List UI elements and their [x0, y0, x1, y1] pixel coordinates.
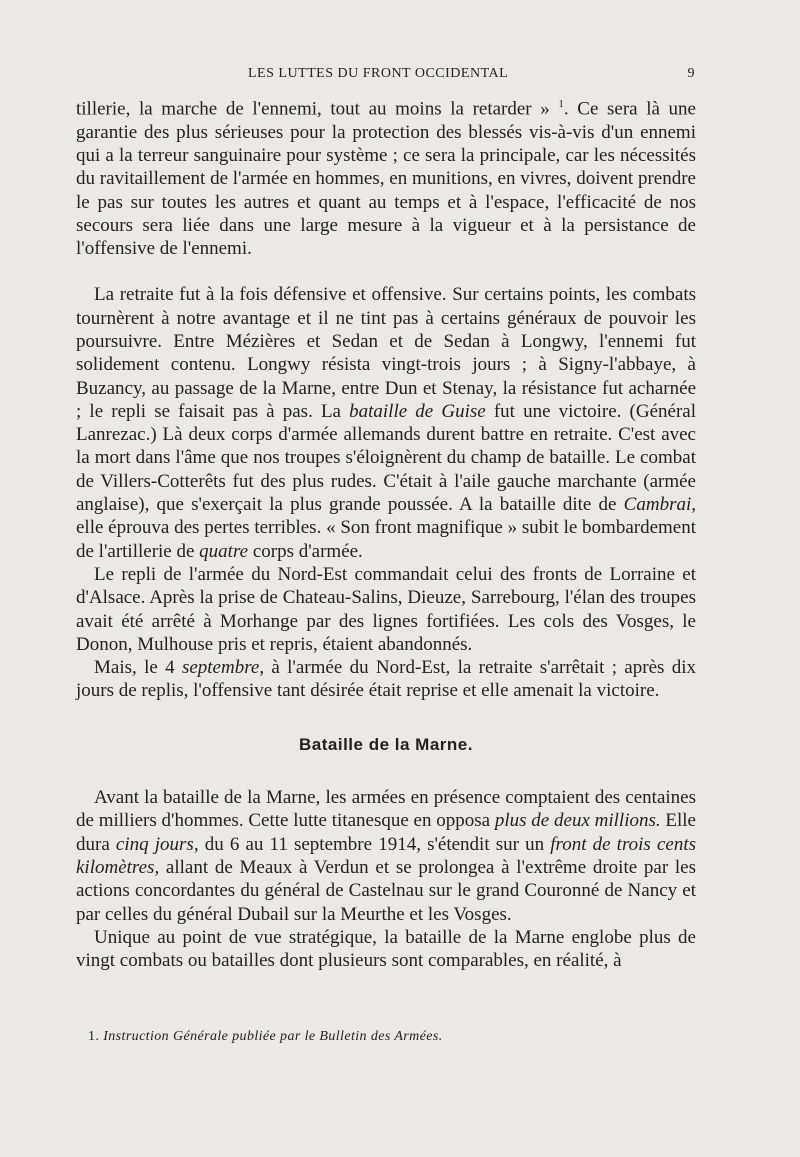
- text-run: corps d'armée.: [248, 540, 363, 562]
- italic-run: quatre: [199, 540, 249, 562]
- text-run: Avant la bataille de la Marne, les armées en présence comptaient des centaines de milliers d'hommes. Cette lutte titanesque en opposa: [76, 787, 696, 832]
- text-run: fut une victoire. (Général Lanrezac.) Là deux corps d'armée allemands durent battre en retraite. C'est avec la mort dans l'âme que nos troupes s'éloignèrent du champ de bataille. Le combat de Villers-Cotterêts fut des plus rudes. C'était à l'aile gauche marchante (armée anglaise), que s'exerçait la plus grande poussée. A la bataille dite de: [76, 400, 697, 516]
- text-run: elle éprouva des pertes terribles. « Son front magnifique » subit le bombardement de l'artillerie de: [76, 517, 696, 562]
- text-run: allant de Meaux à Verdun et se prolongea à l'extrême droite par les actions concordantes du général de Castelnau sur le grand Couronné de Nancy et par celles du général Dubail sur la Meurthe et les Vosges.: [76, 856, 696, 925]
- paragraph-3: Le repli de l'armée du Nord-Est commandait celui des fronts de Lorraine et d'Alsace. Après la prise de Chateau-Salins, Dieuze, Sarrebourg, l'élan des troupes avait été arrêté à Morhange par des lignes fortifiées. Les cols des Vosges, le Donon, Mulhouse pris et repris, étaient abandonnés.: [76, 563, 696, 655]
- text-run: du 6 au 11 septembre 1914, s'étendit sur un: [198, 833, 551, 855]
- section-heading: Bataille de la Marne.: [299, 734, 473, 754]
- paragraph-1: [76, 93, 696, 260]
- italic-run: plus de deux millions.: [494, 810, 661, 832]
- footnote-text: Instruction Générale publiée par le Bulletin des Armées.: [103, 1029, 443, 1044]
- footnote-ref: 1: [558, 98, 564, 110]
- page-number: 9: [687, 66, 695, 81]
- italic-run: front de trois cents kilomètres,: [76, 833, 697, 878]
- text-run: tillerie, la marche de l'ennemi, tout au moins la retarder »: [76, 98, 559, 120]
- text-run: Mais, le 4: [94, 657, 182, 679]
- footnote: [88, 1029, 443, 1045]
- page-body: [76, 93, 696, 972]
- text-run: La retraite fut à la fois défensive et offensive. Sur certains points, les combats tournèrent à notre avantage et il ne tint pas à certains généraux de pouvoir les poursuivre. Entre Mézières et Sedan et de Sedan à Longwy, l'ennemi fut solidement contenu. Longwy résista vingt-trois jours ; à Signy-l'abbaye, à Buzancy, au passage de la Marne, entre Dun et Stenay, la résistance fut acharnée ; le repli se faisait pas à pas. La: [76, 284, 696, 422]
- running-title: LES LUTTES DU FRONT OCCIDENTAL: [248, 66, 509, 81]
- text-run: Elle dura: [76, 810, 696, 855]
- paragraph-2: [76, 283, 696, 563]
- italic-run: septembre,: [181, 657, 265, 679]
- italic-run: Cambrai,: [623, 494, 696, 516]
- paragraph-4: [76, 656, 696, 703]
- text-run: . Ce sera là une garantie des plus sérieuses pour la protection des blessés vis-à-vis d'un ennemi qui a la terreur sanguinaire pour système ; ce sera la principale, car les nécessités du ravitaillement de l'armée en hommes, en munitions, en vivres, doivent prendre le pas sur toutes les autres et quant au temps et à l'espace, l'efficacité de nos secours sera liée dans une large mesure à la vigueur et à la persistance de l'offensive de l'ennemi.: [76, 98, 696, 260]
- italic-run: bataille de Guise: [349, 400, 486, 422]
- running-header: [76, 66, 695, 84]
- paragraph-6: Unique au point de vue stratégique, la bataille de la Marne englobe plus de vingt combats ou batailles dont plusieurs sont comparables, en réalité, à: [76, 926, 696, 972]
- footnote-number: 1.: [88, 1029, 100, 1044]
- text-run: à l'armée du Nord-Est, la retraite s'arrêtait ; après dix jours de replis, l'offensive tant désirée était reprise et elle amenait la victoire.: [76, 657, 696, 702]
- italic-run: cinq jours,: [115, 833, 199, 855]
- paragraph-5: [76, 786, 696, 926]
